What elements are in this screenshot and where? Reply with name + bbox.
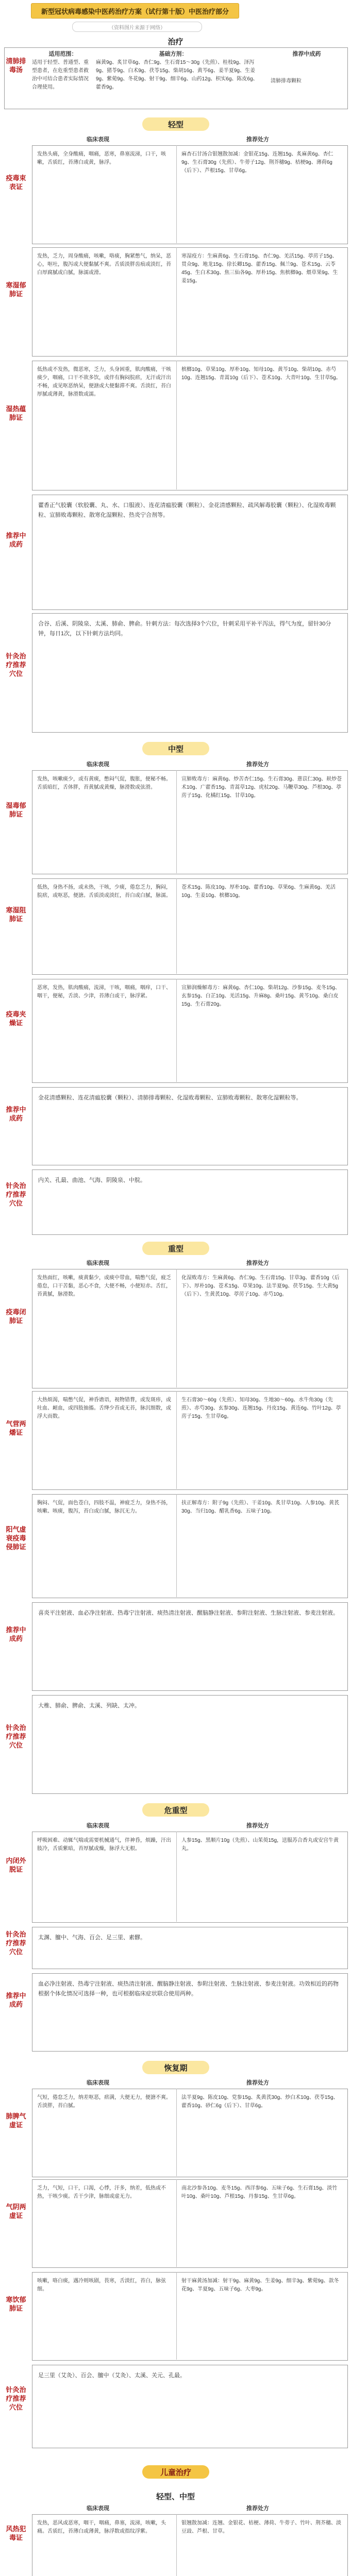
row-recommend: 喜炎平注射液、血必净注射液、热毒宁注射液、痰热清注射液、醒脑静注射液、参附注射液、生脉注射液、参麦注射液。 [38,1610,339,1616]
row-clinical: 发热，恶风或恶寒，咽干，咽痛，鼻塞，流涕，咳嗽，头痛。舌质红，苔薄白或薄黄，脉浮数或指纹浮紫。 [37,2520,166,2534]
row-divider [176,1391,177,1489]
mild-col-recommend: 推荐处方 [246,137,269,143]
row-recommend: 太渊、膻中、气海、百会、足三里、素髎。 [38,1935,146,1941]
row-clinical: 发热面红，咳嗽，痰黄黏少，或痰中带血，喘憋气促，疲乏倦怠，口干苦黏，恶心不食，大便不畅，小便短赤。舌红，苔黄腻，脉滑数。 [37,1275,171,1297]
row-clinical: 大热烦渴，喘憋气促，神昏谵语，视物错瞀，或发斑疹，或吐血、衄血，或四肢抽搐。舌绛少苔或无苔，脉沉细数，或浮大而数。 [37,1397,171,1419]
row-divider [176,979,177,1082]
severe-col-clinical: 临床表现 [87,1260,109,1266]
row-recommend: 生石膏30～60g（先煎）、知母30g、生地30～60g、水牛角30g（先煎）、赤芍30g、玄参30g、连翘15g、丹皮15g、黄连6g、竹叶12g、葶苈子15g、生甘草6g。 [181,1397,341,1419]
row-recommend: 苍术15g、陈皮10g、厚朴10g、藿香10g、草果6g、生麻黄6g、羌活10g、生姜10g、槟榔10g。 [181,885,336,899]
row-clinical: 低热，身热不扬，或未热，干咳，少痰，倦怠乏力，胸闷，脘痞，或呕恶，便溏。舌质淡或淡红，苔白或白腻，脉濡。 [37,885,171,899]
prevention-formula-text: 麻黄9g、炙甘草6g、杏仁9g、生石膏15～30g（先煎）、桂枝9g、泽泻9g、猪苓9g、白术9g、茯苓15g、柴胡16g、黄芩6g、姜半夏9g、生姜9g、紫菀9g、冬花9g、射干9g、细辛6g、山药12g、枳实6g、陈皮6g、藿香9g。 [96,60,258,90]
page-title: 新型冠状病毒感染中医药治疗方案（试行第十版）中医治疗部分 [31,3,239,19]
row-divider [176,878,177,974]
moderate-col-clinical: 临床表现 [87,761,109,768]
row-label: 推荐中成药 [6,1626,26,1642]
row-recommend: 血必净注射液、热毒宁注射液、痰热清注射液、醒脑静注射液、参附注射液、生脉注射液、参麦注射液。功效相近的药物根据个体化情况可选择一种，也可根据临床症状联合使用两种。 [38,1981,339,1997]
row-divider [176,1494,177,1597]
row-recommend: 大椎、肺俞、脾俞、太溪、列缺、太冲。 [38,1703,140,1709]
row-recommend: 麻杏石甘汤合银翘散加减：金银花15g、连翘15g、炙麻黄6g、杏仁9g、生石膏30g（先煎）、牛蒡子12g、荆芥穗9g、桔梗9g、薄荷6g（后下）、芦根15g、甘草6g。 [181,151,333,174]
child-mild-col-clinical: 临床表现 [87,2505,109,2512]
row-recommend: 南北沙参各10g、麦冬15g、西洋参6g、五味子6g、生石膏15g、淡竹叶10g、桑叶10g、芦根15g、丹参15g、生甘草6g。 [181,2185,338,2199]
row-label: 寒湿郁肺证 [6,281,26,298]
row-recommend: 内关、孔最、曲池、气海、阴陵泉、中脘。 [38,1177,146,1183]
critical-heading: 危重型 [142,1803,209,1817]
row-label: 气营两燔证 [6,1420,26,1436]
child-heading: 儿童治疗 [142,2465,209,2479]
row-recommend: 人参15g、黑顺片10g（先煎）、山茱萸15g，送服苏合香丸或安宫牛黄丸。 [181,1838,339,1852]
moderate-heading: 中型 [142,742,209,755]
child-mild-col-recommend: 推荐处方 [246,2505,269,2512]
child-mild-heading: 轻型、中型 [156,2493,195,2501]
severe-heading: 重型 [142,1242,209,1255]
row-divider [176,247,177,355]
row-label: 内闭外脱证 [6,1856,26,1873]
row-recommend: 宣肺败毒方：麻黄6g、炒苦杏仁15g、生石膏30g、薏苡仁30g、麸炒苍术10g、广藿香15g、青蒿草12g、虎杖20g、马鞭草30g、芦根30g、葶苈子15g、化橘红15g、甘草10g。 [181,776,342,799]
recovery-col-recommend: 推荐处方 [246,2080,269,2086]
row-label: 针灸治疗推荐穴位 [6,1181,26,1207]
row-label: 疫毒闭肺证 [6,1308,26,1325]
row-label: 疫毒夹燥证 [6,1010,26,1027]
row-label: 针灸治疗推荐穴位 [6,2386,26,2411]
row-recommend: 法半夏9g、陈皮10g、党参15g、炙黄芪30g、炒白术10g、茯苓15g、藿香10g、砂仁6g（后下）、甘草6g。 [181,2095,339,2109]
row-clinical: 发热，咳嗽痰少，或有黄痰，憋闷气促，腹胀，便秘不畅。舌质暗红，舌体胖，苔黄腻或黄燥，脉滑数或弦滑。 [37,776,171,790]
row-recommend: 寒湿疫方：生麻黄6g、生石膏15g、杏仁9g、羌活15g、葶苈子15g、贯众9g、地龙15g、徐长卿15g、藿香15g、佩兰9g、苍术15g、云苓45g、生白术30g、焦三仙各9g、厚朴15g、焦槟榔9g、煨草果9g、生姜15g。 [181,253,338,284]
row-label: 针灸治疗推荐穴位 [6,652,26,677]
row-recommend: 槟榔10g、草果10g、厚朴10g、知母10g、黄芩10g、柴胡10g、赤芍10g、连翘15g、青蒿10g（后下）、苍术10g、大青叶10g、生甘草5g。 [181,367,341,381]
row-recommend: 银翘散加减：连翘、金银花、桔梗、薄荷、牛蒡子、竹叶、荆芥穗、淡豆豉、芦根、甘草。 [181,2520,341,2534]
prevention-col-scope: 适用范围： [48,51,77,57]
row-divider [176,145,177,243]
row-clinical: 低热或不发热，微恶寒，乏力，头身困重，肌肉酸痛，干咳痰少，咽痛，口干不欲多饮，或伴有胸闷脘痞，无汗或汗出不畅，或见呕恶纳呆，便溏或大便黏滞不爽。舌淡红，苔白厚腻或薄黄，脉滑数或濡。 [37,367,171,397]
row-label: 针灸治疗推荐穴位 [6,1724,26,1749]
row-clinical: 发热头痛，全身酸痛，咽痛，恶寒，鼻塞流涕，口干，咳嗽，舌质红，苔薄白或黄，脉浮。 [37,151,166,165]
row-divider [176,2514,177,2576]
row-recommend: 足三里（艾灸）、百会、膻中（艾灸）、太溪、关元、孔最。 [38,2372,186,2379]
row-clinical: 呼吸困难、动辄气喘或需要机械通气，伴神昏，烦躁，汗出肢冷，舌质紫暗，苔厚腻或燥，脉浮大无根。 [37,1838,171,1852]
row-label: 湿毒郁肺证 [6,802,26,818]
row-label: 针灸治疗推荐穴位 [6,1930,26,1956]
moderate-col-recommend: 推荐处方 [246,761,269,768]
row-recommend: 扶正解毒方：附子9g（先煎）、干姜10g、炙甘草10g、人参10g、黄芪30g、当归10g、醋乳香6g、五味子10g。 [181,1500,340,1514]
mild-col-clinical: 临床表现 [87,137,109,143]
critical-col-recommend: 推荐处方 [246,1823,269,1829]
row-clinical: 气短，倦怠乏力，纳差呕恶，痞满，大便无力，便溏不爽。舌淡胖，苔白腻。 [37,2095,171,2109]
source-note: （资料图片来源于网络） [72,22,202,32]
prevention-col-usage: 推荐中成药 [292,51,321,57]
row-divider [176,2179,177,2267]
row-divider [176,361,177,489]
row-recommend: 宣肺润燥解毒方：麻黄6g、杏仁10g、柴胡12g、沙参15g、麦冬15g、玄参15g、白芷10g、羌活15g、升麻8g、桑叶15g、黄芩10g、桑白皮15g、生石膏20g。 [181,985,340,1007]
row-clinical: 恶寒，发热，肌肉酸痛，流涕，干咳，咽痛，咽痒，口干、咽干，便秘，舌淡、少津，苔薄白或干，脉浮紧。 [37,985,171,999]
row-divider [176,2272,177,2360]
prevention-usage-text: 清肺排毒颗粒 [271,78,302,84]
row-label: 肺脾气虚证 [6,2112,26,2129]
recovery-heading: 恢复期 [142,2061,209,2074]
row-label: 推荐中成药 [6,532,26,548]
severe-col-recommend: 推荐处方 [246,1260,269,1266]
row-label: 气阴两虚证 [6,2203,26,2219]
row-label: 阳气虚衰疫毒侵肺证 [6,1526,26,1551]
row-clinical: 胸闷、气促，面色苍白，四肢不温，神疲乏力，身热不扬，咳嗽、咳痰，腹泻，苔白或白腻，脉沉无力。 [37,1500,171,1514]
row-divider [176,1269,177,1387]
row-clinical: 乏力，气短，口干，口渴，心悸，汗多，纳差，低热或不热，干咳少痰。舌干少津，脉细或虚无力。 [37,2185,166,2199]
row-recommend: 化湿败毒方：生麻黄6g、杏仁9g、生石膏15g、甘草3g、藿香10g（后下）、厚朴10g、苍术15g、草果10g、法半夏9g、茯苓15g、生大黄5g（后下）、生黄芪10g、葶苈子10g、赤芍10g。 [181,1275,340,1297]
row-recommend: 合谷、后溪、阴陵泉、太溪、肺俞、脾俞。针刺方法：每次选择3个穴位，针刺采用平补平泻法，得气为度，留针30分钟，每日1次，以下针刺方法均同。 [38,621,331,637]
row-label: 湿热蕴肺证 [6,405,26,421]
row-recommend: 金花清感颗粒、连花清瘟胶囊（颗粒）、清肺排毒颗粒、化湿败毒颗粒、宣肺败毒颗粒、散寒化湿颗粒等。 [38,1095,302,1101]
recovery-col-clinical: 临床表现 [87,2080,109,2086]
row-label: 风热犯毒证 [6,2525,26,2541]
row-recommend: 藿香正气胶囊（软胶囊、丸、水、口服液）、连花清瘟胶囊（颗粒）、金花清感颗粒、疏风解毒胶囊（颗粒）、化湿败毒颗粒、宣肺败毒颗粒、散寒化湿颗粒、热炎宁合剂等。 [38,502,336,518]
row-label: 寒饮郁肺证 [6,2296,26,2312]
row-label: 推荐中成药 [6,1992,26,2008]
row-label: 寒湿阻肺证 [6,906,26,923]
row-label: 疫毒束表证 [6,174,26,191]
row-divider [176,1832,177,1922]
critical-col-clinical: 临床表现 [87,1823,109,1829]
prevention-label: 清肺排毒汤 [6,57,26,74]
prevention-col-formula: 基础方剂： [159,51,188,57]
treatment-heading: 治疗 [168,38,183,46]
row-divider [176,2089,177,2176]
prevention-scope-text: 适用于轻型、普通型、重型患者，在危重型患者救治中可结合患者实际情况合理使用。 [32,60,89,90]
row-clinical: 发热，乏力，周身酸痛，咳嗽，咯痰，胸紧憋气，纳呆，恶心，呕吐，腹泻或大便黏腻不爽。舌质淡胖齿痕或淡红，苔白厚腐腻或白腻，脉濡或滑。 [37,253,171,276]
row-label: 推荐中成药 [6,1106,26,1122]
row-divider [176,770,177,873]
mild-heading: 轻型 [142,117,209,131]
row-recommend: 射干麻黄汤加减：射干9g、麻黄9g、生姜9g、细辛3g、紫菀9g、款冬花9g、半夏9g、五味子6g、大枣9g。 [181,2278,339,2292]
row-clinical: 咳嗽，咯白痰，遇冷则咳剧，畏寒，舌淡红，苔白，脉弦细。 [37,2278,166,2292]
